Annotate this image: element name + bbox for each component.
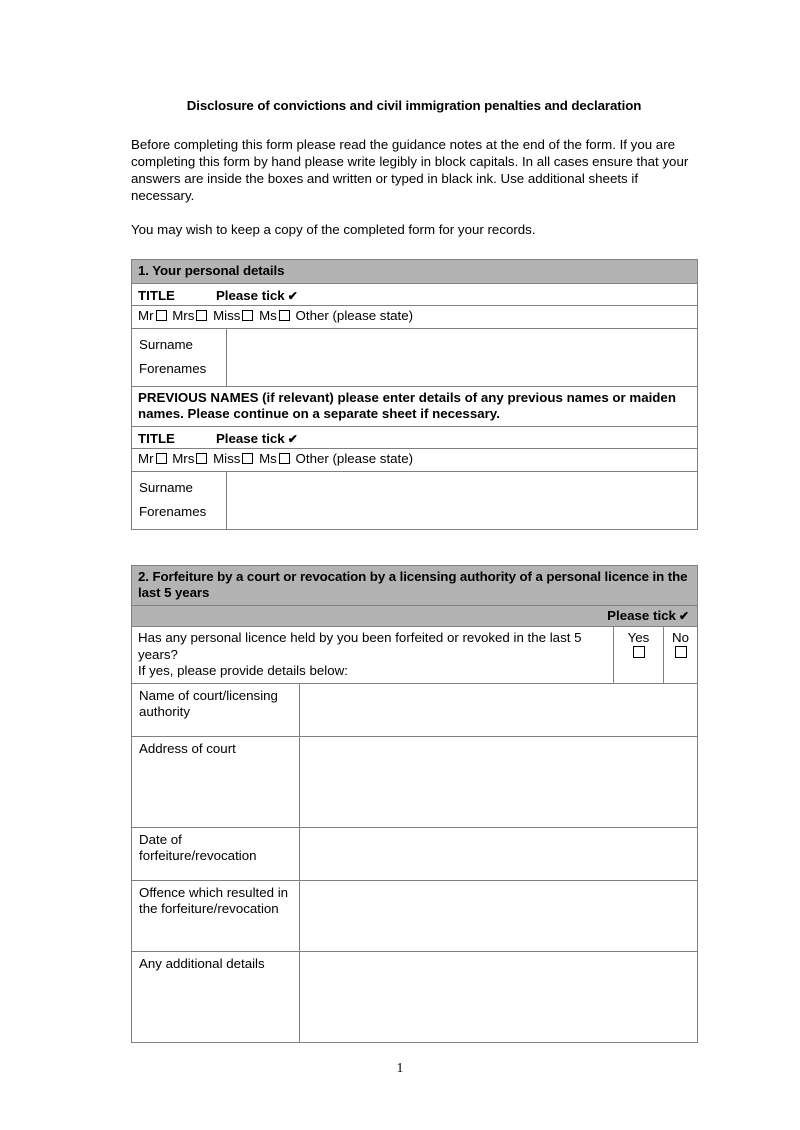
section-2-question-followup: If yes, please provide details below:	[138, 663, 348, 679]
title-option-mrs-label: Mrs	[172, 307, 195, 323]
section-2-question-cell	[132, 627, 614, 684]
page-content	[131, 0, 697, 1043]
section-1-previous-names-note-row	[132, 386, 698, 426]
section-2-row-1-input[interactable]	[300, 736, 698, 827]
title-option-miss-label: Miss	[213, 307, 241, 323]
prev-title-option-miss-checkbox[interactable]	[242, 453, 253, 464]
table-row	[132, 683, 698, 736]
intro-paragraph-2: You may wish to keep a copy of the completed form for your records.	[131, 221, 536, 237]
section-2-yes-checkbox[interactable]	[633, 646, 645, 658]
section-2-row-3-label: Offence which resulted in the forfeiture/revocation	[132, 880, 300, 951]
section-1-prev-title-options-row	[132, 448, 698, 471]
section-1-title-options-row	[132, 305, 698, 328]
prev-title-label: TITLE	[138, 430, 175, 446]
prev-title-option-mr-label: Mr	[138, 450, 154, 466]
section-2-row-4-label: Any additional details	[132, 951, 300, 1042]
prev-please-tick-label: Please tick	[215, 430, 285, 446]
title-option-mrs-checkbox[interactable]	[196, 310, 207, 321]
section-2-tick-bar-row	[132, 605, 698, 627]
title-option-mr-checkbox[interactable]	[156, 310, 167, 321]
section-2-yes-label: Yes	[627, 630, 650, 646]
section-2-no-checkbox[interactable]	[675, 646, 687, 658]
section-2-table	[131, 565, 698, 1043]
prev-title-option-miss-label: Miss	[213, 450, 241, 466]
section-1-heading: 1. Your personal details	[132, 260, 698, 284]
section-2-question-row	[132, 627, 698, 684]
title-label-row	[132, 283, 698, 305]
section-1-names-row	[132, 328, 698, 386]
names-input-cell[interactable]	[227, 328, 698, 386]
section-2-row-0-input[interactable]	[300, 683, 698, 736]
prev-title-option-mrs-checkbox[interactable]	[196, 453, 207, 464]
prev-forenames-label: Forenames	[139, 504, 207, 520]
title-option-miss-checkbox[interactable]	[242, 310, 253, 321]
section-2-row-3-input[interactable]	[300, 880, 698, 951]
section-2-row-4-input[interactable]	[300, 951, 698, 1042]
section-2-please-tick-label: Please tick	[607, 607, 676, 623]
section-1-prev-names-row	[132, 471, 698, 529]
section-2-heading: 2. Forfeiture by a court or revocation by a licensing authority of a personal licence in the last 5 years	[132, 565, 698, 605]
prev-title-label-row	[132, 426, 698, 448]
prev-title-option-ms-label: Ms	[259, 450, 277, 466]
prev-surname-label: Surname	[139, 479, 193, 495]
prev-title-option-mr-checkbox[interactable]	[156, 453, 167, 464]
page-number: 1	[396, 1060, 404, 1075]
section-2-tick-icon: ✔	[678, 608, 689, 623]
prev-title-option-other-label: Other (please state)	[295, 450, 414, 466]
please-tick-label: Please tick	[215, 287, 285, 303]
names-label-cell	[132, 328, 227, 386]
section-2-row-2-label: Date of forfeiture/revocation	[132, 827, 300, 880]
section-2-question: Has any personal licence held by you been forfeited or revoked in the last 5 years?	[138, 630, 582, 662]
page-title: Disclosure of convictions and civil immigration penalties and declaration	[186, 98, 642, 113]
title-option-other-label: Other (please state)	[295, 307, 414, 323]
intro-paragraph-1: Before completing this form please read the guidance notes at the end of the form. If you are completing this form by hand please write legibly in block capitals. In all cases ensure that your answers are inside the boxes and written or typed in black ink. Use additional sheets if necessary.	[131, 136, 689, 203]
section-2-please-tick-bar	[132, 605, 698, 627]
prev-names-input-cell[interactable]	[227, 471, 698, 529]
forenames-label: Forenames	[139, 361, 207, 377]
prev-title-option-mrs-label: Mrs	[172, 450, 195, 466]
surname-label: Surname	[139, 336, 193, 352]
section-2-row-2-input[interactable]	[300, 827, 698, 880]
prev-title-options	[132, 448, 698, 471]
table-row	[132, 880, 698, 951]
section-1-heading-row	[132, 260, 698, 284]
section-2-row-1-label: Address of court	[132, 736, 300, 827]
section-2-yes-cell[interactable]	[614, 627, 664, 684]
title-label: TITLE	[138, 287, 175, 303]
table-row	[132, 827, 698, 880]
section-2-heading-row	[132, 565, 698, 605]
prev-names-label-cell	[132, 471, 227, 529]
prev-title-option-ms-checkbox[interactable]	[279, 453, 290, 464]
section-1-prev-title-row	[132, 426, 698, 448]
section-2-no-cell[interactable]	[664, 627, 698, 684]
section-1-title-row	[132, 283, 698, 305]
table-row	[132, 951, 698, 1042]
title-option-ms-checkbox[interactable]	[279, 310, 290, 321]
title-option-ms-label: Ms	[259, 307, 277, 323]
section-2-no-label: No	[672, 630, 689, 646]
previous-names-note: PREVIOUS NAMES (if relevant) please enter details of any previous names or maiden names. Please continue on a separate sheet if necessary.	[132, 386, 698, 426]
section-2-row-0-label: Name of court/licensing authority	[132, 683, 300, 736]
tick-icon: ✔	[287, 288, 298, 303]
table-row	[132, 736, 698, 827]
section-1-table	[131, 259, 698, 529]
title-option-mr-label: Mr	[138, 307, 154, 323]
title-options	[132, 305, 698, 328]
prev-tick-icon: ✔	[287, 431, 298, 446]
